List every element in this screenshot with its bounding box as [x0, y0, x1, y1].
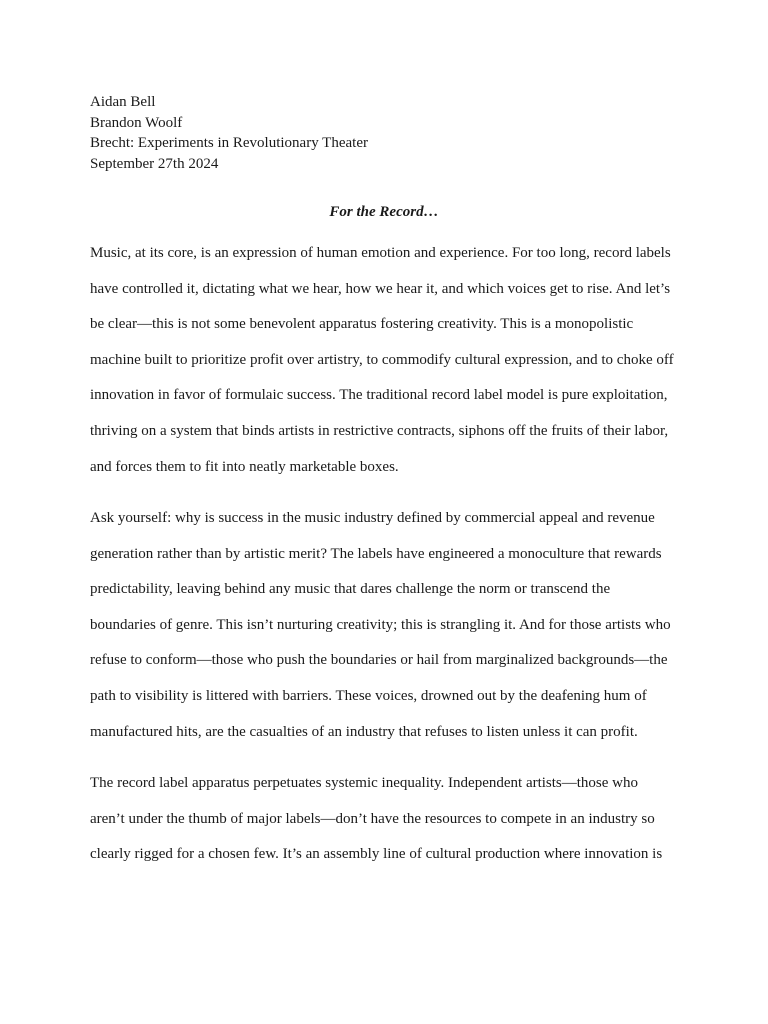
paragraph-line: innovation in favor of formulaic success. The traditional record label model is pure exploitation,: [90, 387, 668, 404]
paragraph-line: thriving on a system that binds artists in restrictive contracts, siphons off the fruits of their labor,: [90, 422, 669, 439]
paragraph-line: Music, at its core, is an expression of human emotion and experience. For too long, record labels: [90, 245, 671, 261]
paragraph-line: manufactured hits, are the casualties of an industry that refuses to listen unless it can profit.: [90, 723, 638, 740]
instructor-name: Brandon Woolf: [90, 114, 183, 131]
paragraph-line: path to visibility is littered with barriers. These voices, drowned out by the deafening hum of: [90, 687, 647, 704]
essay-title: For the Record…: [329, 204, 439, 220]
paragraph-line: generation rather than by artistic merit? The labels have engineered a monoculture that rewards: [90, 545, 662, 562]
paragraph-line: clearly rigged for a chosen few. It’s an assembly line of cultural production where innovation is: [90, 846, 663, 863]
essay-date: September 27th 2024: [90, 156, 219, 173]
paragraph-line: machine built to prioritize profit over artistry, to commodify cultural expression, and to choke off: [90, 351, 674, 368]
paragraph-line: predictability, leaving behind any music that dares challenge the norm or transcend the: [90, 581, 611, 598]
body-paragraph: [90, 766, 662, 873]
paragraph-line: have controlled it, dictating what we hear, how we hear it, and which voices get to rise. And let’s: [90, 280, 671, 297]
student-name: Aidan Bell: [90, 94, 156, 110]
paragraph-line: Ask yourself: why is success in the music industry defined by commercial appeal and revenue: [90, 510, 655, 526]
paragraph-line: boundaries of genre. This isn’t nurturing creativity; this is strangling it. And for those artists who: [90, 616, 671, 633]
paragraph-line: refuse to conform—those who push the boundaries or hail from marginalized backgrounds—the: [90, 652, 668, 669]
body-paragraph: [90, 236, 674, 485]
paragraph-line: The record label apparatus perpetuates systemic inequality. Independent artists—those who: [90, 775, 639, 791]
essay-header: [90, 92, 368, 175]
paragraph-line: be clear—this is not some benevolent apparatus fostering creativity. This is a monopolistic: [90, 316, 634, 333]
course-name: Brecht: Experiments in Revolutionary Theater: [90, 135, 368, 152]
body-paragraph: [90, 501, 671, 750]
paragraph-line: aren’t under the thumb of major labels—don’t have the resources to compete in an industry so: [90, 810, 655, 827]
paragraph-line: and forces them to fit into neatly marketable boxes.: [90, 458, 399, 475]
